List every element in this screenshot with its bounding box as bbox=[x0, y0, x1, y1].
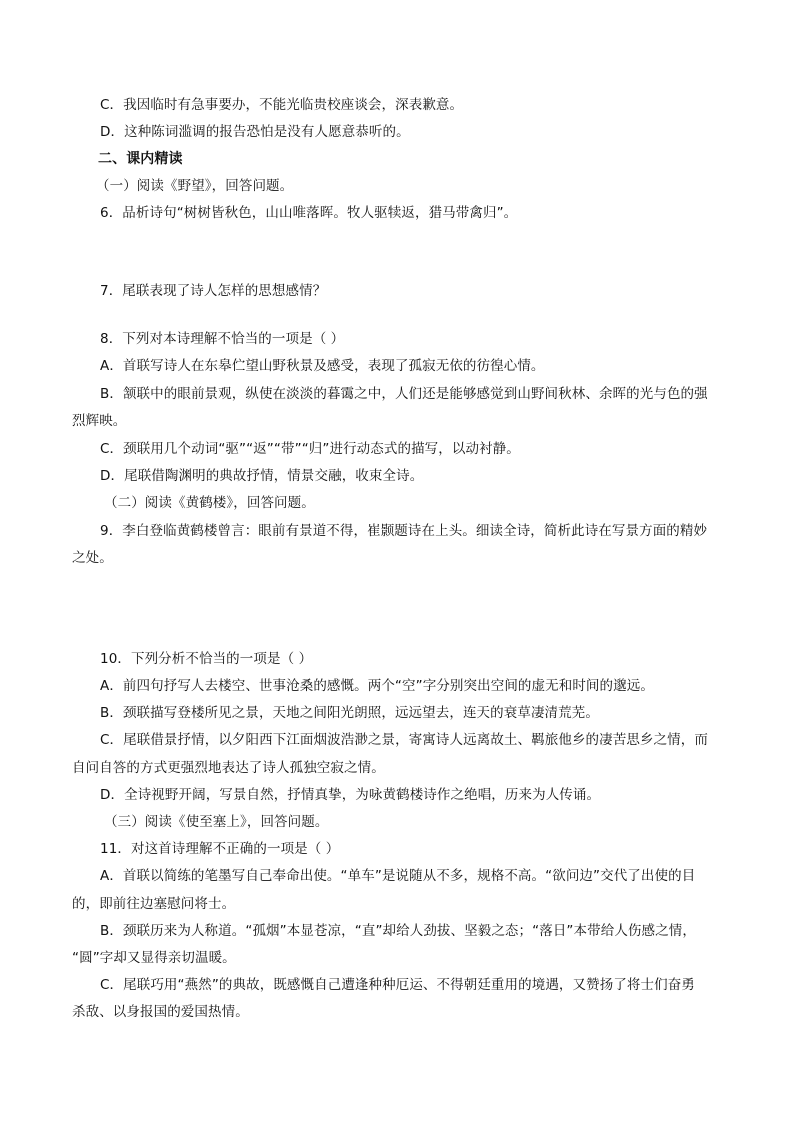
question-9-cont: 之处。 bbox=[72, 550, 113, 566]
option-a-q11: A．首联以简练的笔墨写自己奉命出使。“单车”是说随从不多，规格不高。“欲问边”交代了出使的目 bbox=[100, 868, 696, 884]
option-d-q8: D．尾联借陶渊明的典故抒情，情景交融，收束全诗。 bbox=[100, 468, 424, 484]
option-c-q11-cont: 杀敌、以身报国的爱国热情。 bbox=[72, 1004, 249, 1020]
option-a-q10: A．前四句抒写人去楼空、世事沧桑的感慨。两个“空”字分别突出空间的虚无和时间的邈远。 bbox=[100, 678, 654, 694]
option-a-q8: A．首联写诗人在东皋伫望山野秋景及感受，表现了孤寂无依的彷徨心情。 bbox=[100, 358, 545, 374]
option-d-q10: D．全诗视野开阔，写景自然，抒情真挚，为咏黄鹤楼诗作之绝唱，历来为人传诵。 bbox=[100, 787, 601, 803]
subsection-heading-3: （三）阅读《使至塞上》，回答问题。 bbox=[104, 814, 329, 830]
option-b-q10: B．颈联描写登楼所见之景，天地之间阳光朗照，远远望去，连天的衰草凄清荒芜。 bbox=[100, 705, 599, 721]
option-c-q10-cont: 自问自答的方式更强烈地表达了诗人孤独空寂之情。 bbox=[72, 760, 385, 776]
option-b-q8-cont: 烈辉映。 bbox=[72, 413, 127, 429]
question-7: 7．尾联表现了诗人怎样的思想感情？ bbox=[100, 283, 327, 299]
option-b-q11-cont: “圆”字却又显得亲切温暖。 bbox=[72, 950, 236, 966]
option-c-q10: C．尾联借景抒情，以夕阳西下江面烟波浩渺之景，寄寓诗人远离故土、羁旅他乡的凄苦思乡之情，而 bbox=[100, 732, 708, 748]
subsection-heading-2: （二）阅读《黄鹤楼》，回答问题。 bbox=[104, 495, 315, 511]
subsection-heading-1: （一）阅读《野望》，回答问题。 bbox=[96, 178, 294, 194]
section-heading-2: 二、课内精读 bbox=[98, 151, 183, 167]
question-11: 11．对这首诗理解不正确的一项是（ ） bbox=[100, 841, 340, 857]
option-a-q11-cont: 的，即前往边塞慰问将士。 bbox=[72, 896, 236, 912]
question-8: 8．下列对本诗理解不恰当的一项是（ ） bbox=[100, 331, 345, 347]
question-6: 6．品析诗句“树树皆秋色，山山唯落晖。牧人驱犊返，猎马带禽归”。 bbox=[100, 205, 518, 221]
option-b-q8: B．颔联中的眼前景观，纵使在淡淡的暮霭之中，人们还是能够感觉到山野间秋林、余晖的光与色的强 bbox=[100, 386, 708, 402]
option-d-q5: D．这种陈词滥调的报告恐怕是没有人愿意恭听的。 bbox=[100, 124, 410, 140]
question-9: 9．李白登临黄鹤楼曾言：眼前有景道不得，崔颢题诗在上头。细读全诗，简析此诗在写景方面的精妙 bbox=[100, 523, 708, 539]
option-b-q11: B．颈联历来为人称道。“孤烟”本显苍凉，“直”却给人劲拔、坚毅之态；“落日”本带给人伤感之情， bbox=[100, 923, 696, 939]
option-c-q5: C．我因临时有急事要办，不能光临贵校座谈会，深表歉意。 bbox=[100, 97, 464, 113]
option-c-q11: C．尾联巧用“燕然”的典故，既感慨自己遭逢种种厄运、不得朝廷重用的境遇，又赞扬了将士们奋勇 bbox=[100, 977, 695, 993]
option-c-q8: C．颈联用几个动词“驱”“返”“带”“归”进行动态式的描写，以动衬静。 bbox=[100, 441, 520, 457]
question-10: 10．下列分析不恰当的一项是（ ） bbox=[100, 651, 313, 667]
